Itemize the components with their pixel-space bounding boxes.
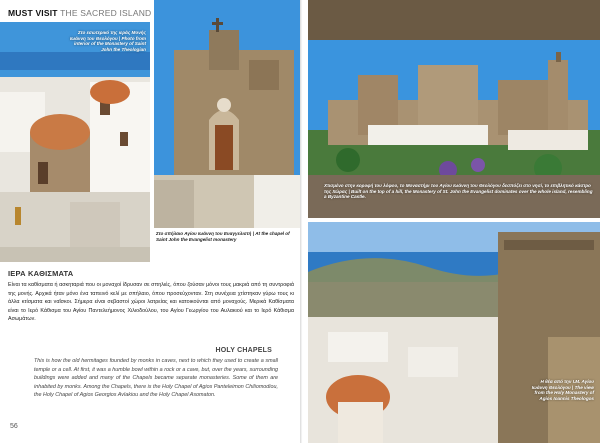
english-section-title: HOLY CHAPELS bbox=[215, 347, 272, 354]
village-domes-photo bbox=[0, 22, 150, 262]
caption-middle: Στο σπήλαιο Αγίου Ιωάννη του Ευαγγελιστή | At the chapel of Saint John the Evangelist monastery bbox=[156, 231, 290, 242]
greek-body-text: Είναι τα καθίσματα ή ασκηταριά που οι μοναχοί ίδρυσαν σε σπηλιές, όπου ζούσαν μόνοι τους μακριά από τη συντροφιά της μονής. Αρχικά ήταν μόνο ένα ταπεινό κελί με σπήλαιο, όπου προσεύχονταν. Στη συνέχεια χτίστηκαν γύρω τους κι άλλα κτίσματα και ναΐσκοι. Σήμερα είναι σεβαστοί χώροι λατρείας και κατοικούνται από μοναχούς. Μερικά Καθίσματα είναι το Ιερό Κάθισμα του Αγίου Παντελεήμονος Χιλιοδούλου, του Αγίου Γεωργίου του Αυλακιού και το Ιερό Κάθισμα Ασωμάτων. bbox=[8, 282, 294, 322]
right-page bbox=[304, 0, 600, 443]
must-visit-label: MUST VISIT bbox=[8, 8, 58, 18]
page-number: 56 bbox=[10, 423, 18, 430]
caption-top-left: Στο εσωτερικό της ιεράς Μονής Ιωάννη του Θεολόγου | Photo from interior of the Monastery of Saint John the Theologian bbox=[69, 30, 146, 52]
section-name: THE SACRED ISLAND bbox=[60, 8, 152, 18]
greek-section-title: ΙΕΡΑ ΚΑΘΙΣΜΑΤΑ bbox=[8, 269, 74, 278]
section-header bbox=[8, 8, 151, 18]
harbor-view-photo bbox=[308, 222, 600, 443]
caption-right-top: Χτισμένο στην κορυφή του λόφου, το Μοναστήρι του Αγίου Ιωάννη του Θεολόγου δεσπόζει στο νησί, το επιβλητικό κάστρο της Χώρας | Built on the top of a hill, the Monastery of St. John the Evangelist dominates over the whole island, resembling a Byzantine Castle. bbox=[324, 183, 593, 200]
english-body-text: This is how the old hermitages founded by monks in caves, next to which they used to create a small temple or a cell. At first, it was a humble bowl within a rock or a cave, but, over the years, surrounding buildings were added and many of the Chapels became separate monasteries. Some of them are inhabited by monks. Among the Chapels, there is the Holy Chapel of Agios Panteleimon Chiliomodiou, the Holy Chapel of Agios Georgios Avlakiou and the Holy Chapel Asomaton. bbox=[34, 358, 278, 398]
stone-chapel-photo bbox=[154, 0, 300, 228]
caption-right-bottom: Η θέα από την Ι.Μ. Αγίου Ιωάννη Θεολόγου | The view from the Holy Monastery of Agios Ioannis Theologos bbox=[531, 379, 594, 401]
